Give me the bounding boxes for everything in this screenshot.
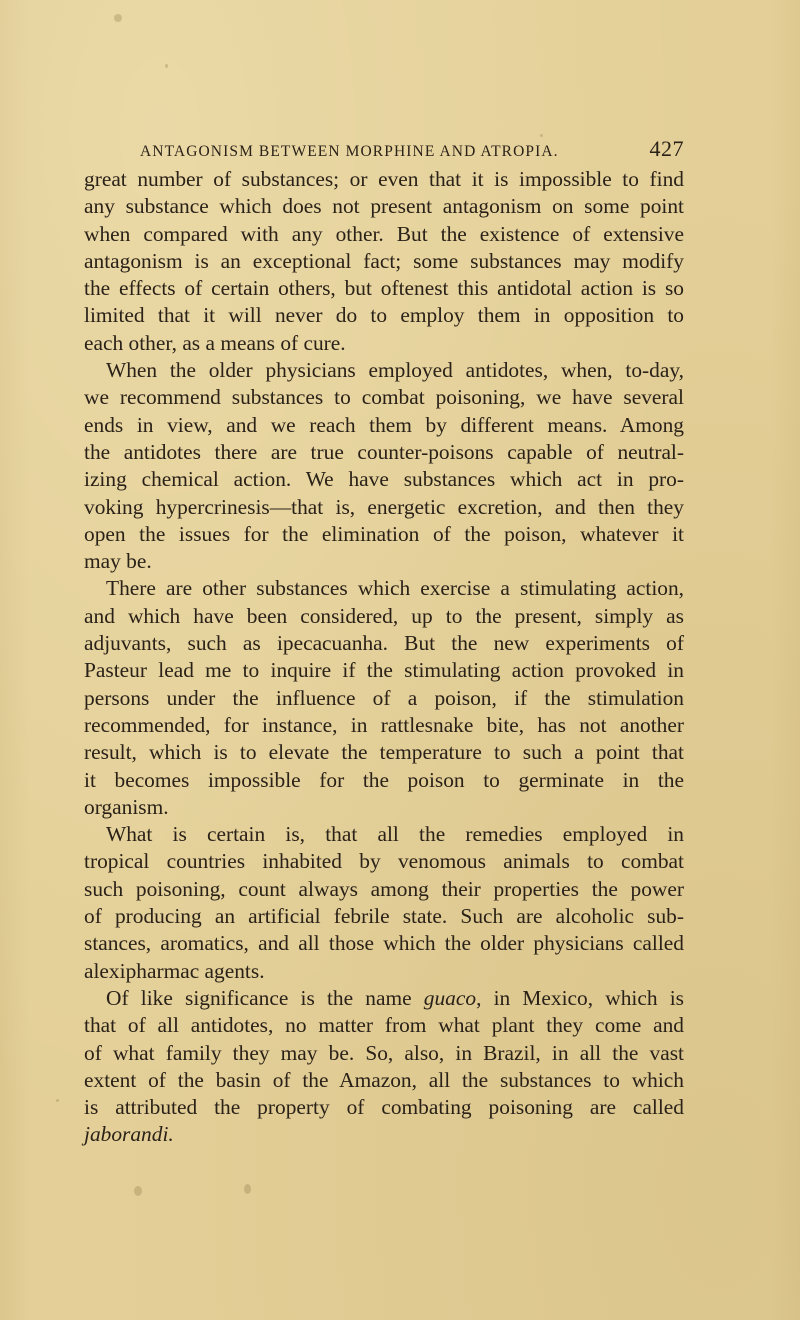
body-text xyxy=(84,166,684,1149)
text-line: that of all antidotes, no matter from what plant they come and xyxy=(84,1013,684,1038)
text-line: each other, as a means of cure. xyxy=(84,330,346,355)
text-line: of producing an artificial febrile state. Such are alcoholic sub- xyxy=(84,904,684,929)
text-line: ends in view, and we reach them by different means. Among xyxy=(84,412,684,437)
text-line: tropical countries inhabited by venomous animals to combat xyxy=(84,849,684,874)
text-line: alexipharmac agents. xyxy=(84,958,265,983)
page-number: 427 xyxy=(649,136,684,161)
text-line: Of like significance is the name guaco, in Mexico, which is xyxy=(106,985,684,1010)
text-line: is attributed the property of combating poisoning are called xyxy=(84,1095,684,1120)
text-line: recommended, for instance, in rattlesnake bite, has not another xyxy=(84,712,684,737)
text-line: Pasteur lead me to inquire if the stimulating action provoked in xyxy=(84,658,684,683)
text-line: stances, aromatics, and all those which the older physicians called xyxy=(84,931,684,956)
paragraph xyxy=(84,821,684,985)
paragraph xyxy=(84,357,684,575)
text-line: What is certain is, that all the remedies employed in xyxy=(106,822,684,847)
italic-term: jaborandi. xyxy=(84,1122,174,1147)
text-line xyxy=(84,1121,684,1148)
text-line: antagonism is an exceptional fact; some substances may modify xyxy=(84,248,684,273)
text-line: may be. xyxy=(84,549,152,574)
paper-speck xyxy=(244,1184,251,1194)
text-line: persons under the influence of a poison, if the stimulation xyxy=(84,685,684,710)
paper-speck xyxy=(134,1186,142,1196)
text-line: any substance which does not present antagonism on some point xyxy=(84,194,684,219)
text-line: extent of the basin of the Amazon, all the substances to which xyxy=(84,1067,684,1092)
paragraph xyxy=(84,985,684,1149)
text-line: and which have been considered, up to the present, simply as xyxy=(84,603,684,628)
text-line: adjuvants, such as ipecacuanha. But the new experiments of xyxy=(84,631,684,656)
text-line: of what family they may be. So, also, in Brazil, in all the vast xyxy=(84,1040,684,1065)
text-line: There are other substances which exercise a stimulating action, xyxy=(106,576,684,601)
text-line: izing chemical action. We have substances which act in pro- xyxy=(84,467,684,492)
paper-speck xyxy=(114,14,122,22)
italic-term: guaco xyxy=(423,985,477,1010)
text-line: great number of substances; or even that it is impossible to find xyxy=(84,167,684,191)
text-line: it becomes impossible for the poison to germinate in the xyxy=(84,767,684,792)
paper-speck xyxy=(56,1099,59,1102)
text-line: result, which is to elevate the temperature to such a point that xyxy=(84,740,684,765)
text-line: we recommend substances to combat poisoning, we have several xyxy=(84,385,684,410)
text-line: open the issues for the elimination of the poison, whatever it xyxy=(84,521,684,546)
text-line: voking hypercrinesis—that is, energetic excretion, and then they xyxy=(84,494,684,519)
paper-speck xyxy=(540,134,543,137)
running-title: ANTAGONISM BETWEEN MORPHINE AND ATROPIA. xyxy=(140,143,559,160)
text-line: the antidotes there are true counter-poisons capable of neutral- xyxy=(84,439,684,464)
text-line: the effects of certain others, but oftenest this antidotal action is so xyxy=(84,276,684,301)
paper-speck xyxy=(165,64,168,68)
text-line: When the older physicians employed antidotes, when, to-day, xyxy=(106,358,684,383)
text-line: limited that it will never do to employ them in opposition to xyxy=(84,303,684,328)
paragraph xyxy=(84,575,684,821)
text-line: organism. xyxy=(84,794,169,819)
paragraph xyxy=(84,166,684,357)
text-line: such poisoning, count always among their properties the power xyxy=(84,876,684,901)
running-head xyxy=(140,136,684,162)
text-line: when compared with any other. But the existence of extensive xyxy=(84,221,684,246)
